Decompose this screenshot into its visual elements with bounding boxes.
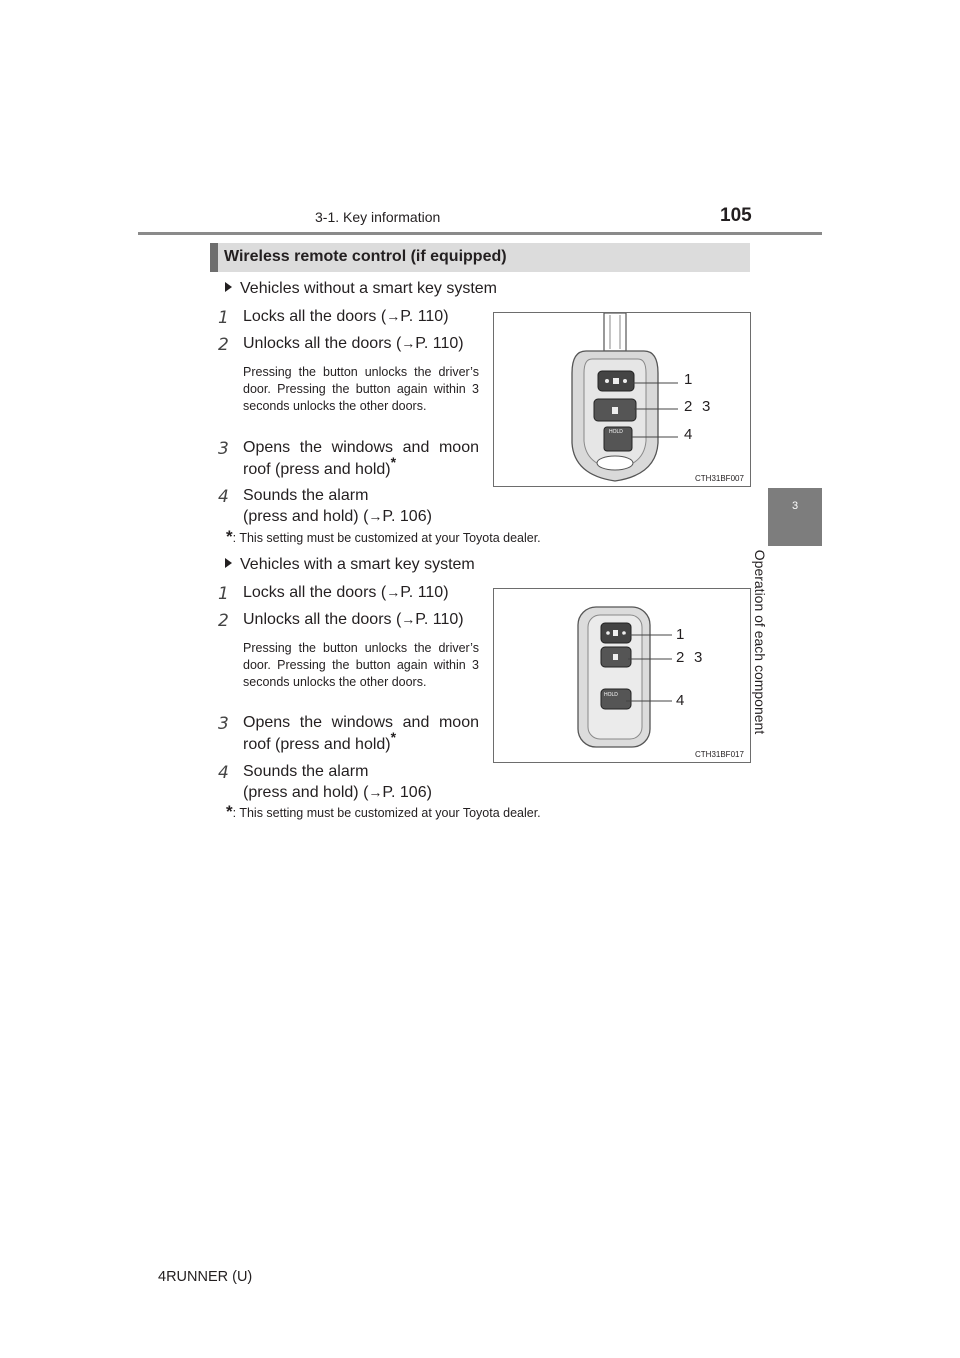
item-text: roof (press and hold) bbox=[243, 736, 391, 753]
triangle-bullet-icon bbox=[225, 558, 232, 568]
item-lock-doors bbox=[243, 584, 449, 602]
subtitle-text: Vehicles with a smart key system bbox=[240, 556, 475, 573]
callout-4: 4 bbox=[676, 692, 685, 709]
subtitle-no-smart-key bbox=[225, 280, 497, 298]
item-number: 3 bbox=[218, 714, 229, 734]
item-alarm-line2 bbox=[243, 784, 432, 802]
item-alarm-line2 bbox=[243, 508, 432, 526]
item-number: 3 bbox=[218, 439, 229, 459]
hold-label: HOLD bbox=[609, 429, 623, 435]
reference-arrow-icon: → bbox=[386, 584, 401, 600]
key-fob-illustration bbox=[494, 313, 750, 486]
callout-2: 2 bbox=[676, 649, 685, 666]
footnote-text: : This setting must be customized at your Toyota dealer. bbox=[232, 531, 541, 545]
page-reference: P. 110) bbox=[415, 611, 464, 628]
callout-3: 3 bbox=[694, 649, 703, 666]
subtitle-text: Vehicles without a smart key system bbox=[240, 280, 497, 297]
page-reference: P. 110) bbox=[400, 308, 449, 325]
footnote-star: * bbox=[226, 802, 233, 821]
subtitle-smart-key bbox=[225, 556, 475, 574]
footnote-marker: * bbox=[390, 729, 397, 745]
chapter-side-label-text: Operation of each component bbox=[752, 549, 768, 735]
header-section-title: 3-1. Key information bbox=[315, 209, 441, 225]
item-number: 1 bbox=[218, 584, 229, 604]
callout-4: 4 bbox=[684, 426, 693, 443]
item-note: Pressing the button unlocks the driver’s door. Pressing the button again within 3 seconds unlocks the other doors. bbox=[243, 365, 479, 413]
item-alarm-line1: Sounds the alarm bbox=[243, 763, 369, 780]
figure-code: CTH31BF017 bbox=[695, 750, 744, 759]
section-title-bar bbox=[210, 243, 218, 272]
chapter-tab bbox=[768, 488, 822, 546]
item-windows-line1: Opens the windows and moon bbox=[243, 439, 479, 456]
item-text: Unlocks all the doors ( bbox=[243, 611, 402, 628]
item-lock-doors bbox=[243, 308, 449, 326]
item-text: Unlocks all the doors ( bbox=[243, 335, 402, 352]
item-number: 2 bbox=[218, 335, 229, 355]
item-note: Pressing the button unlocks the driver’s door. Pressing the button again within 3 seconds unlocks the other doors. bbox=[243, 641, 479, 689]
item-text: Locks all the doors ( bbox=[243, 308, 387, 325]
section-title: Wireless remote control (if equipped) bbox=[224, 248, 507, 265]
item-number: 4 bbox=[218, 487, 229, 507]
figure-key-no-smart bbox=[493, 312, 751, 487]
footnote-star: * bbox=[226, 527, 233, 546]
page-reference: P. 106) bbox=[382, 784, 432, 801]
item-text: (press and hold) ( bbox=[243, 508, 369, 525]
callout-1: 1 bbox=[676, 626, 685, 643]
smart-key-illustration bbox=[494, 589, 750, 762]
page-reference: P. 110) bbox=[415, 335, 464, 352]
item-windows-line1: Opens the windows and moon bbox=[243, 714, 479, 731]
item-text: Locks all the doors ( bbox=[243, 584, 387, 601]
callout-1: 1 bbox=[684, 371, 693, 388]
item-alarm-line1: Sounds the alarm bbox=[243, 487, 369, 504]
footnote bbox=[226, 527, 541, 547]
item-windows-line2 bbox=[243, 454, 397, 479]
reference-arrow-icon: → bbox=[368, 508, 383, 524]
reference-arrow-icon: → bbox=[401, 611, 416, 627]
item-number: 2 bbox=[218, 611, 229, 631]
footnote-marker: * bbox=[390, 454, 397, 470]
page-reference: P. 110) bbox=[400, 584, 449, 601]
item-number: 4 bbox=[218, 763, 229, 783]
item-text: roof (press and hold) bbox=[243, 461, 391, 478]
reference-arrow-icon: → bbox=[368, 784, 383, 800]
figure-smart-key bbox=[493, 588, 751, 763]
figure-code: CTH31BF007 bbox=[695, 474, 744, 483]
reference-arrow-icon: → bbox=[386, 308, 401, 324]
item-unlock-doors bbox=[243, 611, 464, 629]
item-number: 1 bbox=[218, 308, 229, 328]
footnote-text: : This setting must be customized at your Toyota dealer. bbox=[232, 806, 541, 820]
footer-model: 4RUNNER (U) bbox=[158, 1269, 253, 1285]
item-unlock-doors bbox=[243, 335, 464, 353]
callout-2: 2 bbox=[684, 398, 693, 415]
item-windows-line2 bbox=[243, 729, 397, 754]
reference-arrow-icon: → bbox=[401, 335, 416, 351]
triangle-bullet-icon bbox=[225, 282, 232, 292]
chapter-tab-number: 3 bbox=[791, 500, 799, 512]
hold-label: HOLD bbox=[604, 692, 618, 698]
callout-3: 3 bbox=[702, 398, 711, 415]
page-reference: P. 106) bbox=[382, 508, 432, 525]
footnote bbox=[226, 802, 541, 822]
item-text: (press and hold) ( bbox=[243, 784, 369, 801]
page-number: 105 bbox=[720, 205, 752, 226]
header-divider bbox=[138, 232, 822, 235]
